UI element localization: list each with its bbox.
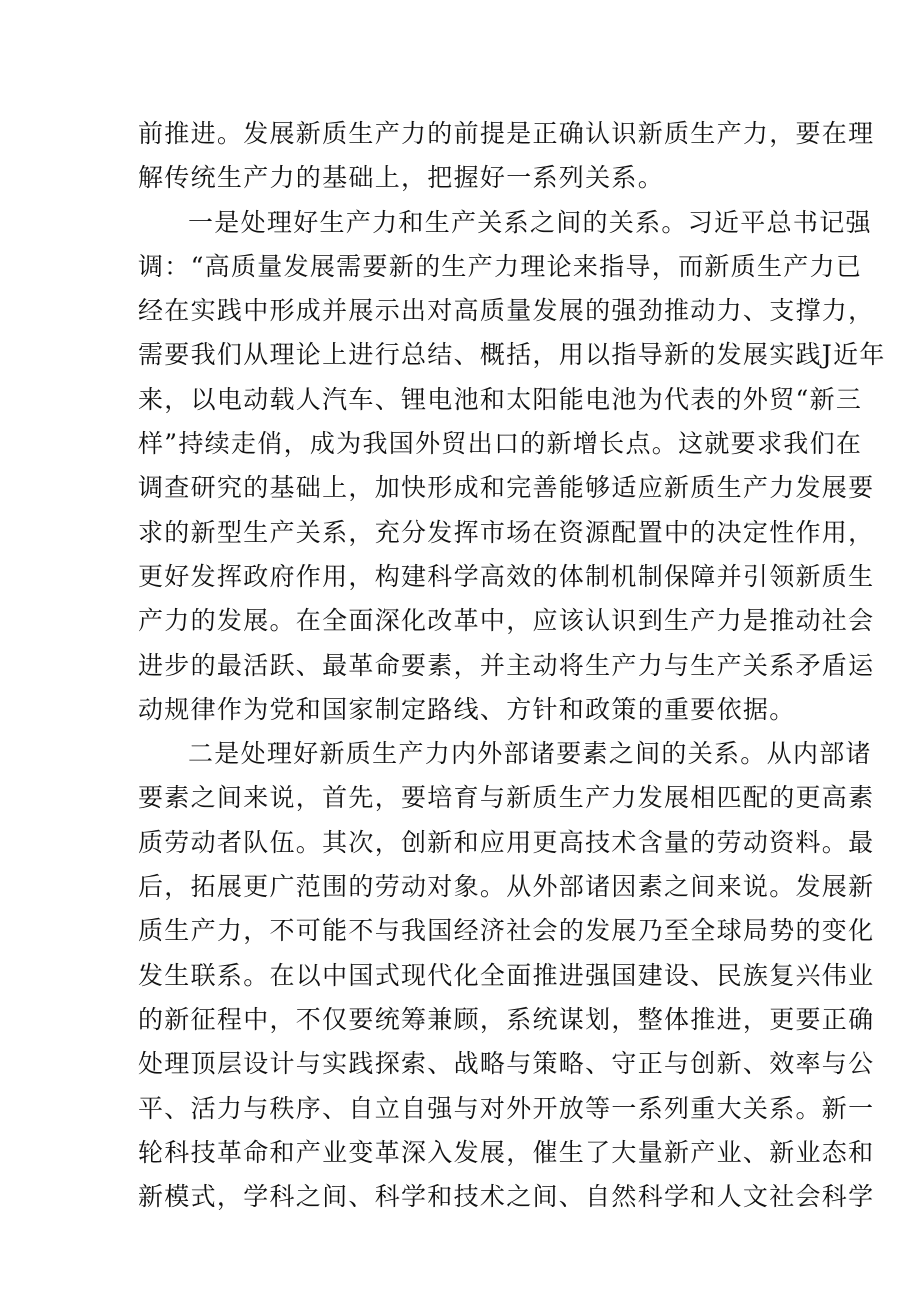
- text-line: 发生联系。在以中国式现代化全面推进强国建设、民族复兴伟业: [138, 960, 875, 990]
- text-line: 更好发挥政府作用，构建科学高效的体制机制保障并引领新质生: [138, 561, 875, 591]
- text-line: 进步的最活跃、最革命要素，并主动将生产力与生产关系矛盾运: [138, 650, 875, 680]
- text-line: 要素之间来说，首先，要培育与新质生产力发展相匹配的更高素: [138, 783, 875, 813]
- text-line: 产力的发展。在全面深化改革中，应该认识到生产力是推动社会: [138, 606, 875, 636]
- text-line: 后，拓展更广范围的劳动对象。从外部诸因素之间来说。发展新: [138, 872, 875, 902]
- text-line: 调查研究的基础上，加快形成和完善能够适应新质生产力发展要: [138, 473, 875, 503]
- text-line: 求的新型生产关系，充分发挥市场在资源配置中的决定性作用，: [138, 517, 875, 547]
- paragraph-start-line: 一是处理好生产力和生产关系之间的关系。习近平总书记强: [188, 207, 872, 237]
- text-line: 轮科技革命和产业变革深入发展，催生了大量新产业、新业态和: [138, 1137, 875, 1167]
- text-line: 前推进。发展新质生产力的前提是正确认识新质生产力，要在理: [138, 119, 875, 148]
- text-line: 经在实践中形成并展示出对高质量发展的强劲推动力、支撑力，: [138, 296, 875, 326]
- text-line: 处理顶层设计与实践探索、战略与策略、守正与创新、效率与公: [138, 1049, 875, 1079]
- text-line: 样”持续走俏，成为我国外贸出口的新增长点。这就要求我们在: [138, 429, 863, 459]
- text-line: 质劳动者队伍。其次，创新和应用更高技术含量的劳动资料。最: [138, 827, 875, 857]
- text-line: 调：“高质量发展需要新的生产力理论来指导，而新质生产力已: [138, 251, 863, 281]
- text-line: 动规律作为党和国家制定路线、方针和政策的重要依据。: [138, 694, 796, 724]
- text-line: 需要我们从理论上进行总结、概括，用以指导新的发展实践J近年: [138, 340, 886, 370]
- text-line: 新模式，学科之间、科学和技术之间、自然科学和人文社会科学: [138, 1182, 875, 1212]
- body-text: [138, 112, 886, 1219]
- paragraph-start-line: 二是处理好新质生产力内外部诸要素之间的关系。从内部诸: [188, 739, 872, 769]
- text-line: 平、活力与秩序、自立自强与对外开放等一系列重大关系。新一: [138, 1093, 875, 1123]
- text-line: 来，以电动载人汽车、锂电池和太阳能电池为代表的外贸“新三: [138, 384, 863, 414]
- text-line: 解传统生产力的基础上，把握好一系列关系。: [138, 163, 665, 193]
- text-line: 的新征程中，不仅要统筹兼顾，系统谋划，整体推进，更要正确: [138, 1004, 875, 1034]
- text-line: 质生产力，不可能不与我国经济社会的发展乃至全球局势的变化: [138, 916, 875, 946]
